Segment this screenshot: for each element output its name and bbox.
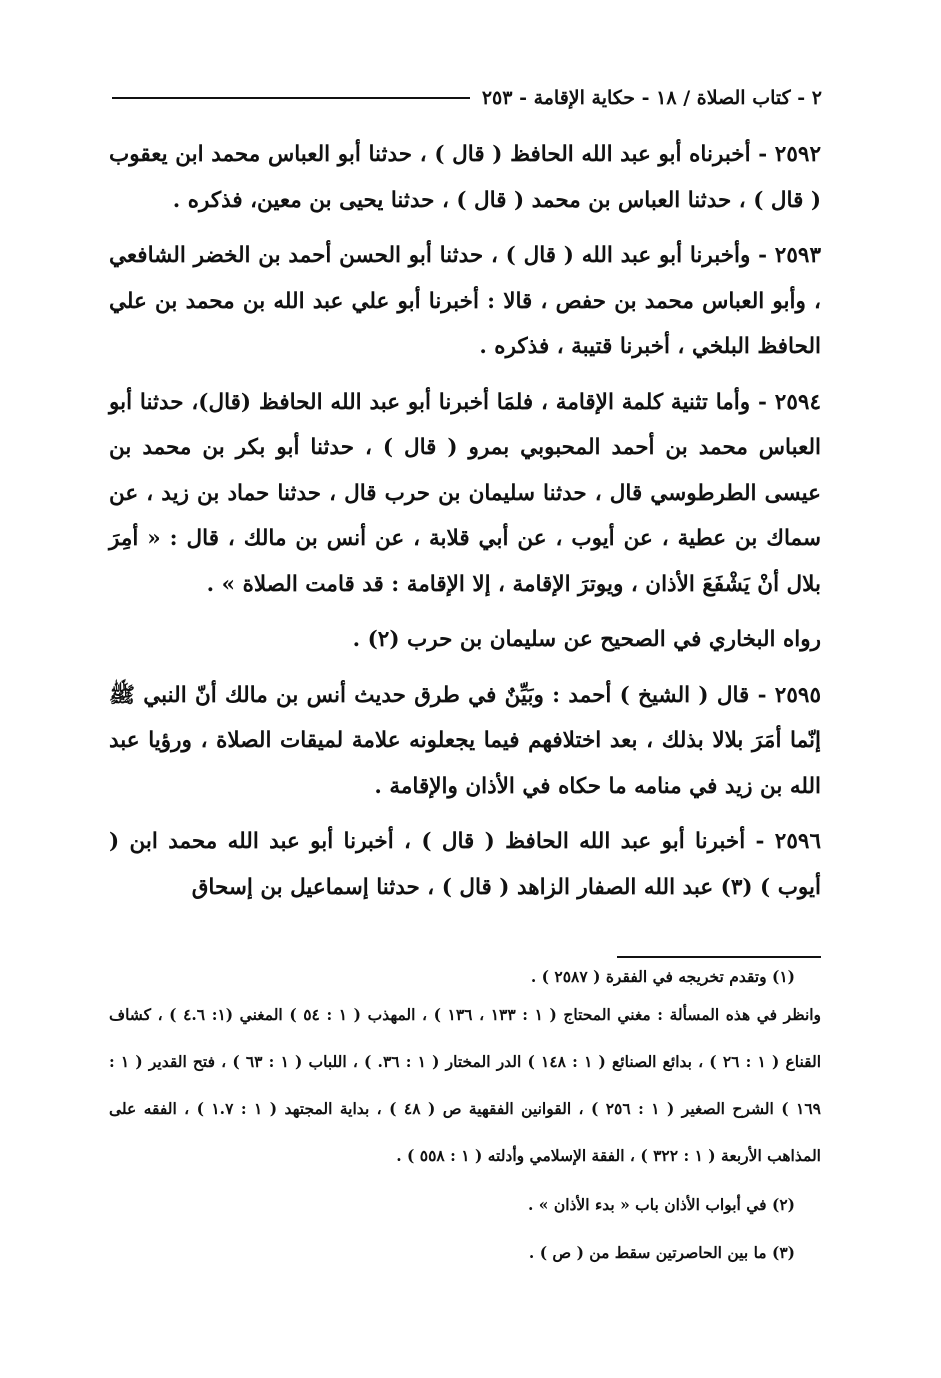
paragraph-2596: ٢٥٩٦ - أخبرنا أبو عبد الله الحافظ ( قال ) ، أخبرنا أبو عبد الله محمد ابن ( أيوب ) (٣) عبد الله الصفار الزاهد ( قال ) ، حدثنا إسماعيل بن إسحاق — [109, 829, 821, 900]
main-text — [109, 132, 821, 910]
paragraph-2593: ٢٥٩٣ - وأخبرنا أبو عبد الله ( قال ) ، حدثنا أبو الحسن أحمد بن الخضر الشافعي ، وأبو العباس محمد بن حفص ، قالا : أخبرنا أبو علي عبد الله بن محمد بن علي الحافظ البلخي ، أخبرنا قتيبة ، فذكره . — [109, 243, 821, 359]
footnotes — [109, 962, 821, 1275]
footnote-1-references: وانظر في هذه المسألة : مغني المحتاج ( ١ : ١٣٣ ، ١٣٦ ) ، المهذب ( ١ : ٥٤ ) المغني (١: ٤.٦ ) ، كشاف القناع ( ١ : ٢٦ ) ، بدائع الصنائع ( ١ : ١٤٨ ) الدر المختار ( ١ : ٣٦. ) ، اللباب ( ١ : ٦٣ ) ، فتح القدير ( ١ : ١٦٩ ) الشرح الصغير ( ١ : ٢٥٦ ) ، القوانين الفقهية ص ( ٤٨ ) ، بداية المجتهد ( ١ : ١.٧ ) ، الفقه على المذاهب الأربعة ( ١ : ٣٢٢ ) ، الفقة الإسلامي وأدلته ( ١ : ٥٥٨ ) . — [109, 1005, 822, 1165]
header-title: ٢ - كتاب الصلاة / ١٨ - حكاية الإقامة - ٢٥٣ — [481, 87, 822, 109]
paragraph-2592: ٢٥٩٢ - أخبرناه أبو عبد الله الحافظ ( قال ) ، حدثنا أبو العباس محمد ابن يعقوب ( قال ) ، حدثنا العباس بن محمد ( قال ) ، حدثنا يحيى بن معين، فذكره . — [109, 142, 821, 213]
header-rule — [112, 97, 470, 99]
running-header — [112, 78, 822, 118]
paragraph-2594: ٢٥٩٤ - وأما تثنية كلمة الإقامة ، فلمَا أخبرنا أبو عبد الله الحافظ (قال)، حدثنا أبو العباس محمد بن أحمد المحبوبي بمرو ( قال ) ، حدثنا أبو بكر بن محمد بن عيسى الطرطوسي قال ، حدثنا سليمان بن حرب قال ، حدثنا حماد بن زيد ، عن سماك بن عطية ، عن أيوب ، عن أبي قلابة ، عن أنس بن مالك ، قال : « أمِرَ بلال أنْ يَشْفَعَ الأذان ، ويوترَ الإقامة ، إلا الإقامة : قد قامت الصلاة » . — [109, 389, 821, 597]
paragraph-2595: ٢٥٩٥ - قال ( الشيخ ) أحمد : وبَيِّنٌ في طرق حديث أنس بن مالك أنّ النبي ﷺ إنّما أمَرَ بلالا بذلك ، بعد اختلافهم فيما يجعلونه علامة لميقات الصلاة ، ورؤيا عبد الله بن زيد في منامه ما حكاه في الأذان والإقامة . — [109, 682, 821, 799]
footnote-1: (١) وتقدم تخريجه في الفقرة ( ٢٥٨٧ ) . — [530, 967, 795, 986]
footnote-3: (٣) ما بين الحاصرتين سقط من ( ص ) . — [528, 1243, 795, 1262]
paragraph-bukhari-note: رواه البخاري في الصحيح عن سليمان بن حرب (٢) . — [352, 627, 821, 652]
footnote-separator — [617, 956, 821, 958]
footnote-2: (٢) في أبواب الأذان باب « بدء الأذان » . — [527, 1195, 795, 1214]
